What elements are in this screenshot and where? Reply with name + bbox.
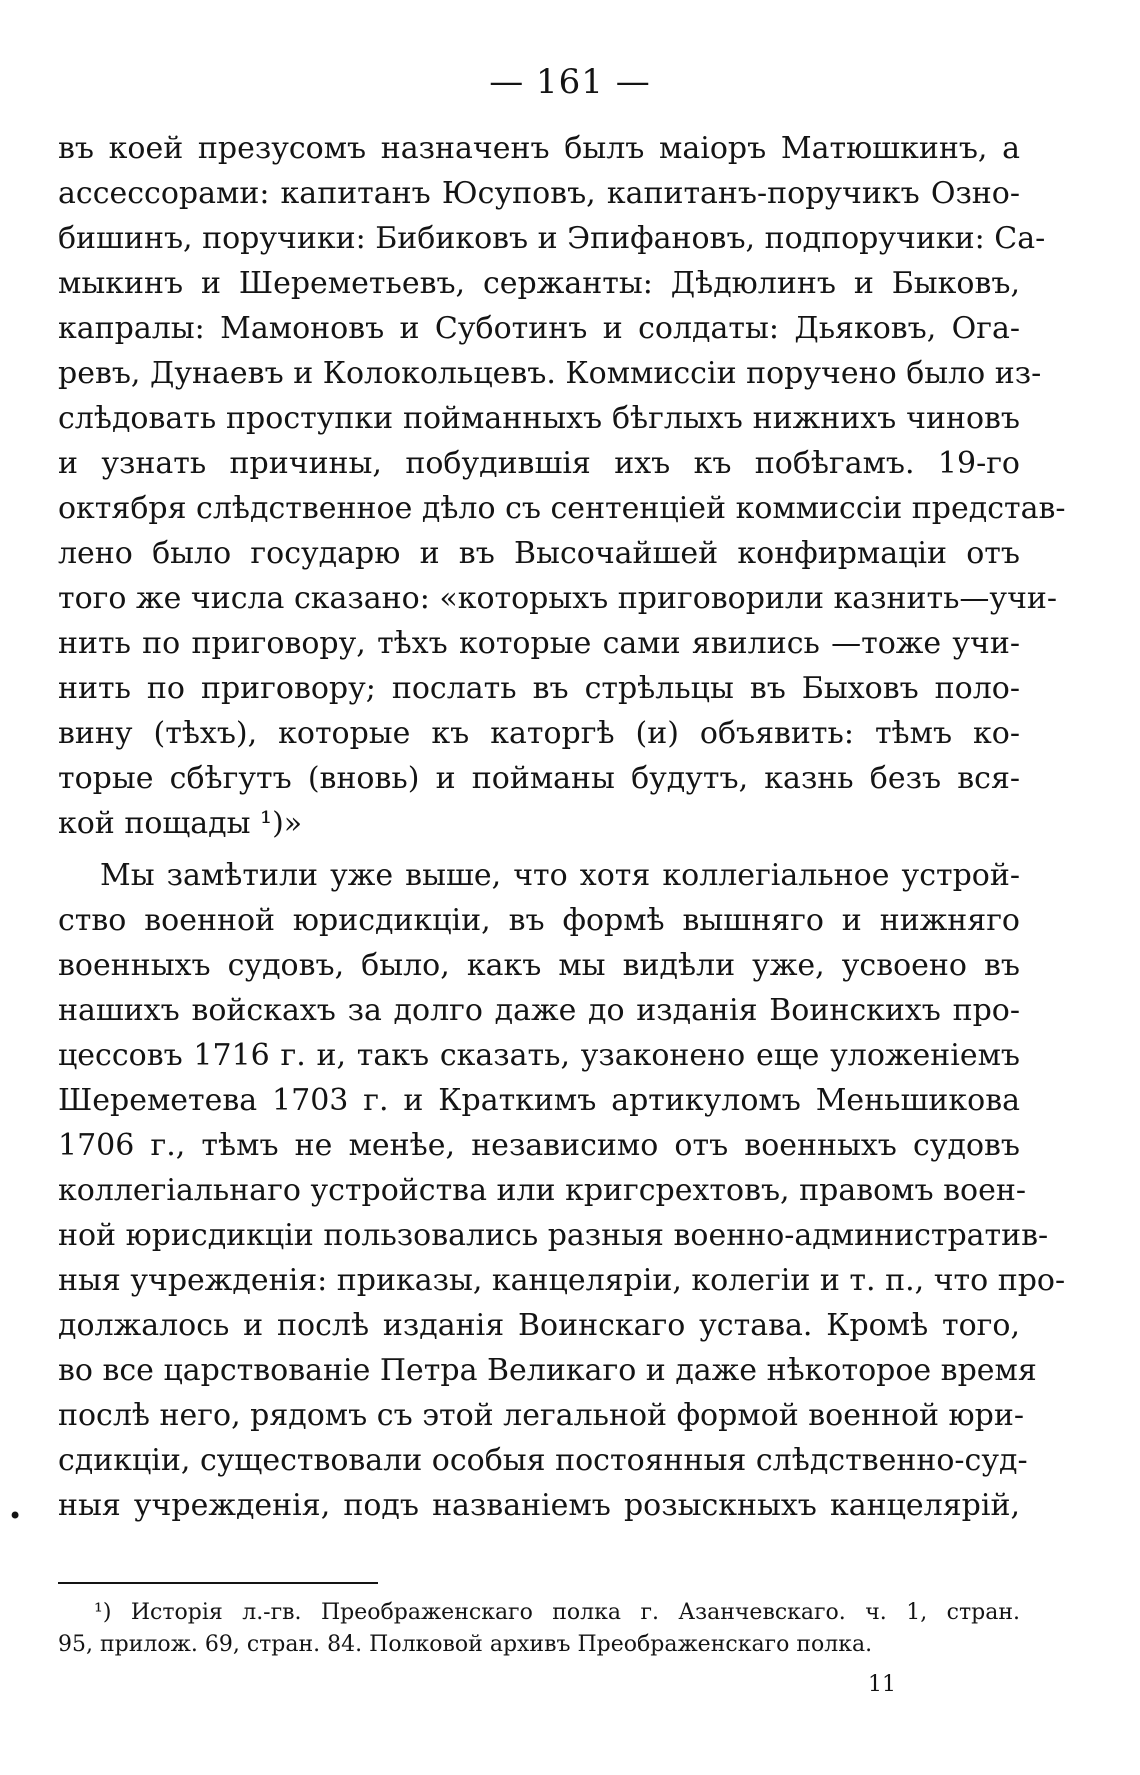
page-number: — 161 —: [489, 62, 651, 102]
text-line: 1706 г., тѣмъ не менѣе, независимо отъ военныхъ судовъ: [58, 1128, 1020, 1163]
text-line: ассессорами: капитанъ Юсуповъ, капитанъ-поручикъ Озно-: [58, 176, 1020, 211]
stray-dot-mark: •: [8, 1502, 23, 1530]
text-line: вину (тѣхъ), которые къ каторгѣ (и) объявить: тѣмъ ко-: [58, 716, 1020, 751]
text-line: капралы: Мамоновъ и Суботинъ и солдаты: Дьяковъ, Ога-: [58, 311, 1020, 346]
signature-mark: 11: [868, 1672, 896, 1697]
text-line: ной юрисдикціи пользовались разныя военно-административ-: [58, 1218, 1049, 1253]
text-line: въ коей презусомъ назначенъ былъ маіоръ Матюшкинъ, а: [58, 131, 1020, 166]
text-line: ство военной юрисдикціи, въ формѣ вышняго и нижняго: [58, 903, 1020, 938]
text-line: военныхъ судовъ, было, какъ мы видѣли уже, усвоено въ: [58, 948, 1020, 983]
text-line: слѣдовать проступки пойманныхъ бѣглыхъ нижнихъ чиновъ: [58, 401, 1020, 436]
text-line: Шереметева 1703 г. и Краткимъ артикуломъ Меньшикова: [58, 1083, 1020, 1118]
text-line: нашихъ войскахъ за долго даже до изданія Воинскихъ про-: [58, 993, 1020, 1028]
text-line: нить по приговору, тѣхъ которые сами явились —тоже учи-: [58, 626, 1020, 661]
text-line: и узнать причины, побудившія ихъ къ побѣгамъ. 19-го: [58, 446, 1020, 481]
footnote-line: ¹) Исторія л.-гв. Преображенскаго полка г. Азанчевскаго. ч. 1, стран.: [94, 1600, 1020, 1625]
text-line: ревъ, Дунаевъ и Колокольцевъ. Коммиссіи поручено было из-: [58, 356, 1042, 391]
footnote-line: 95, прилож. 69, стран. 84. Полковой архивъ Преображенскаго полка.: [58, 1632, 873, 1657]
text-line: должалось и послѣ изданія Воинскаго устава. Кромѣ того,: [58, 1308, 1020, 1343]
footnote-separator: [58, 1582, 378, 1584]
text-line: нить по приговору; послать въ стрѣльцы въ Быховъ поло-: [58, 671, 1020, 706]
text-line: мыкинъ и Шереметьевъ, сержанты: Дѣдюлинъ и Быковъ,: [58, 266, 1020, 301]
text-line: во все царствованіе Петра Великаго и даже нѣкоторое время: [58, 1353, 1037, 1388]
text-line: лено было государю и въ Высочайшей конфирмаціи отъ: [58, 536, 1020, 571]
text-line: торые сбѣгутъ (вновь) и пойманы будутъ, казнь безъ вся-: [58, 761, 1020, 796]
text-line: кой пощады ¹)»: [58, 806, 303, 841]
text-line: октября слѣдственное дѣло съ сентенціей коммиссіи представ-: [58, 491, 1066, 526]
text-line: бишинъ, поручики: Бибиковъ и Эпифановъ, подпоручики: Са-: [58, 221, 1046, 256]
text-line: коллегіальнаго устройства или кригсрехтовъ, правомъ воен-: [58, 1173, 1026, 1208]
text-line: послѣ него, рядомъ съ этой легальной формой военной юри-: [58, 1398, 1024, 1433]
text-line: ныя учрежденія, подъ названіемъ розыскныхъ канцелярій,: [58, 1488, 1020, 1523]
paragraph-start-line: Мы замѣтили уже выше, что хотя коллегіальное устрой-: [100, 858, 1020, 893]
text-line: того же числа сказано: «которыхъ приговорили казнить—учи-: [58, 581, 1058, 616]
text-line: ныя учрежденія: приказы, канцеляріи, колегіи и т. п., что про-: [58, 1263, 1066, 1298]
text-line: сдикціи, существовали особыя постоянныя слѣдственно-суд-: [58, 1443, 1028, 1478]
text-line: цессовъ 1716 г. и, такъ сказать, узаконено еще уложеніемъ: [58, 1038, 1020, 1073]
